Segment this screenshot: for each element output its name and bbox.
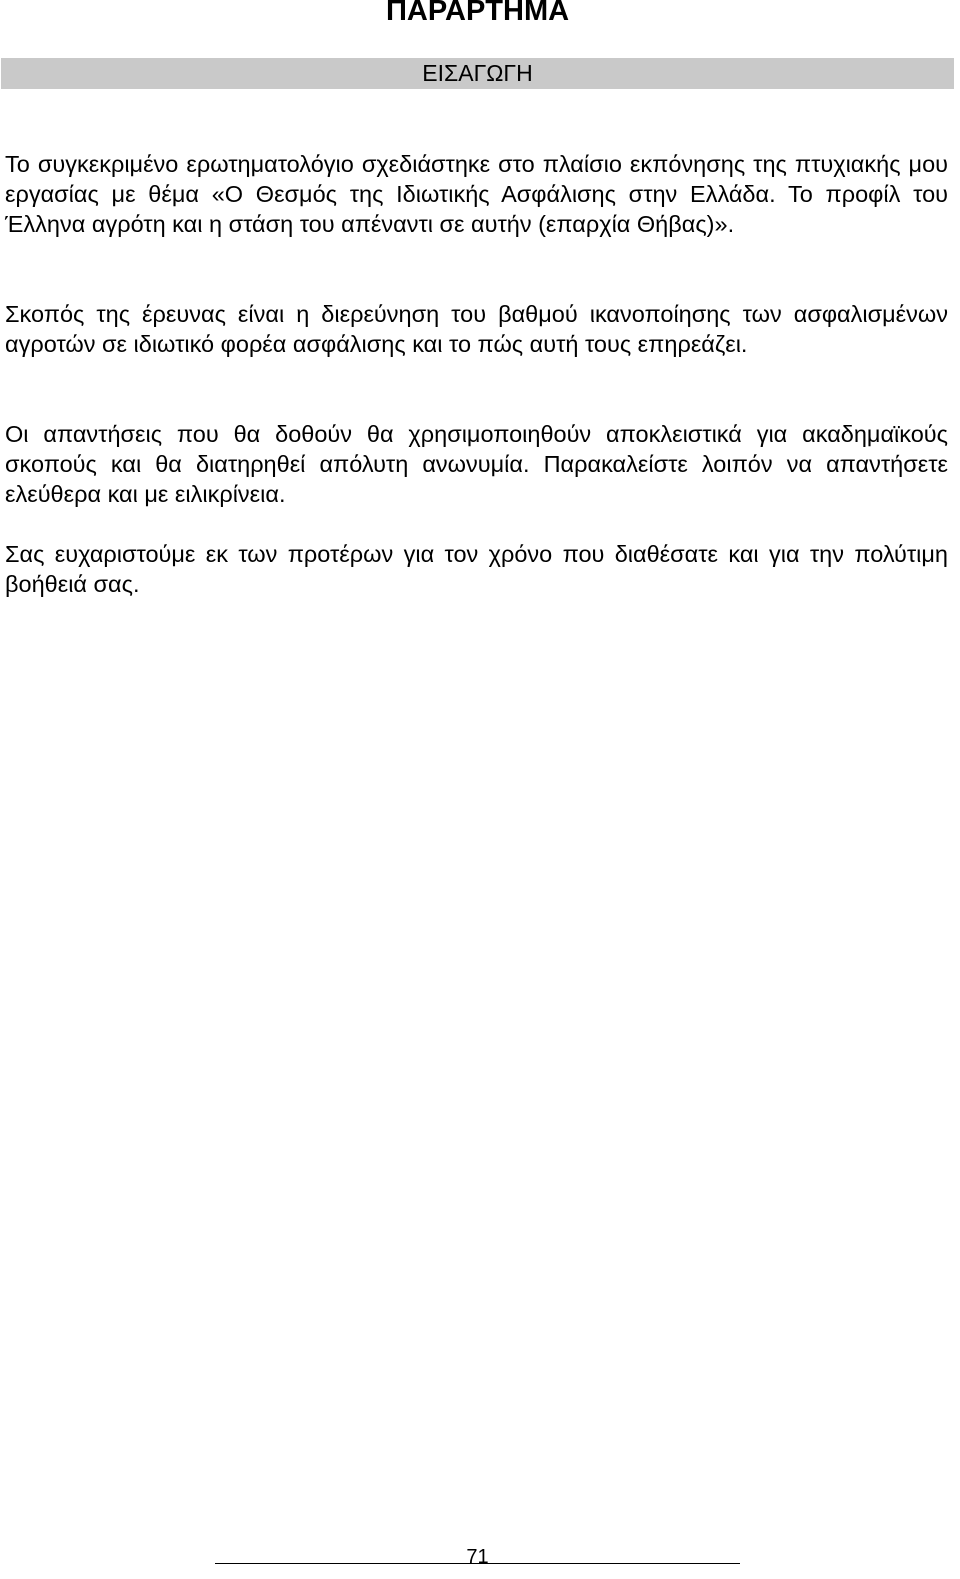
- section-heading-bar: [1, 58, 954, 89]
- page-number: 71: [466, 1546, 489, 1568]
- intro-paragraph-3: Οι απαντήσεις που θα δοθούν θα χρησιμοποιηθούν αποκλειστικά για ακαδημαϊκούς σκοπούς και θα διατηρηθεί απόλυτη ανωνυμία. Παρακαλείστε λοιπόν να απαντήσετε ελεύθερα και με ειλικρίνεια.: [5, 421, 948, 507]
- intro-paragraph-2: Σκοπός της έρευνας είναι η διερεύνηση του βαθμού ικανοποίησης των ασφαλισμένων αγροτών σε ιδιωτικό φορέα ασφάλισης και το πώς αυτή τους επηρεάζει.: [5, 301, 948, 357]
- section-heading: ΕΙΣΑΓΩΓΗ: [422, 60, 533, 86]
- intro-paragraph-4: Σας ευχαριστούμε εκ των προτέρων για τον χρόνο που διαθέσατε και για την πολύτιμη βοήθειά σας.: [5, 541, 948, 597]
- page-title: ΠΑΡΑΡΤΗΜΑ: [385, 0, 570, 27]
- intro-paragraph-1: Το συγκεκριμένο ερωτηματολόγιο σχεδιάστηκε στο πλαίσιο εκπόνησης της πτυχιακής μου εργασίας με θέμα «Ο Θεσμός της Ιδιωτικής Ασφάλισης στην Ελλάδα. Το προφίλ του Έλληνα αγρότη και η στάση του απέναντι σε αυτήν (επαρχία Θήβας)».: [5, 151, 948, 237]
